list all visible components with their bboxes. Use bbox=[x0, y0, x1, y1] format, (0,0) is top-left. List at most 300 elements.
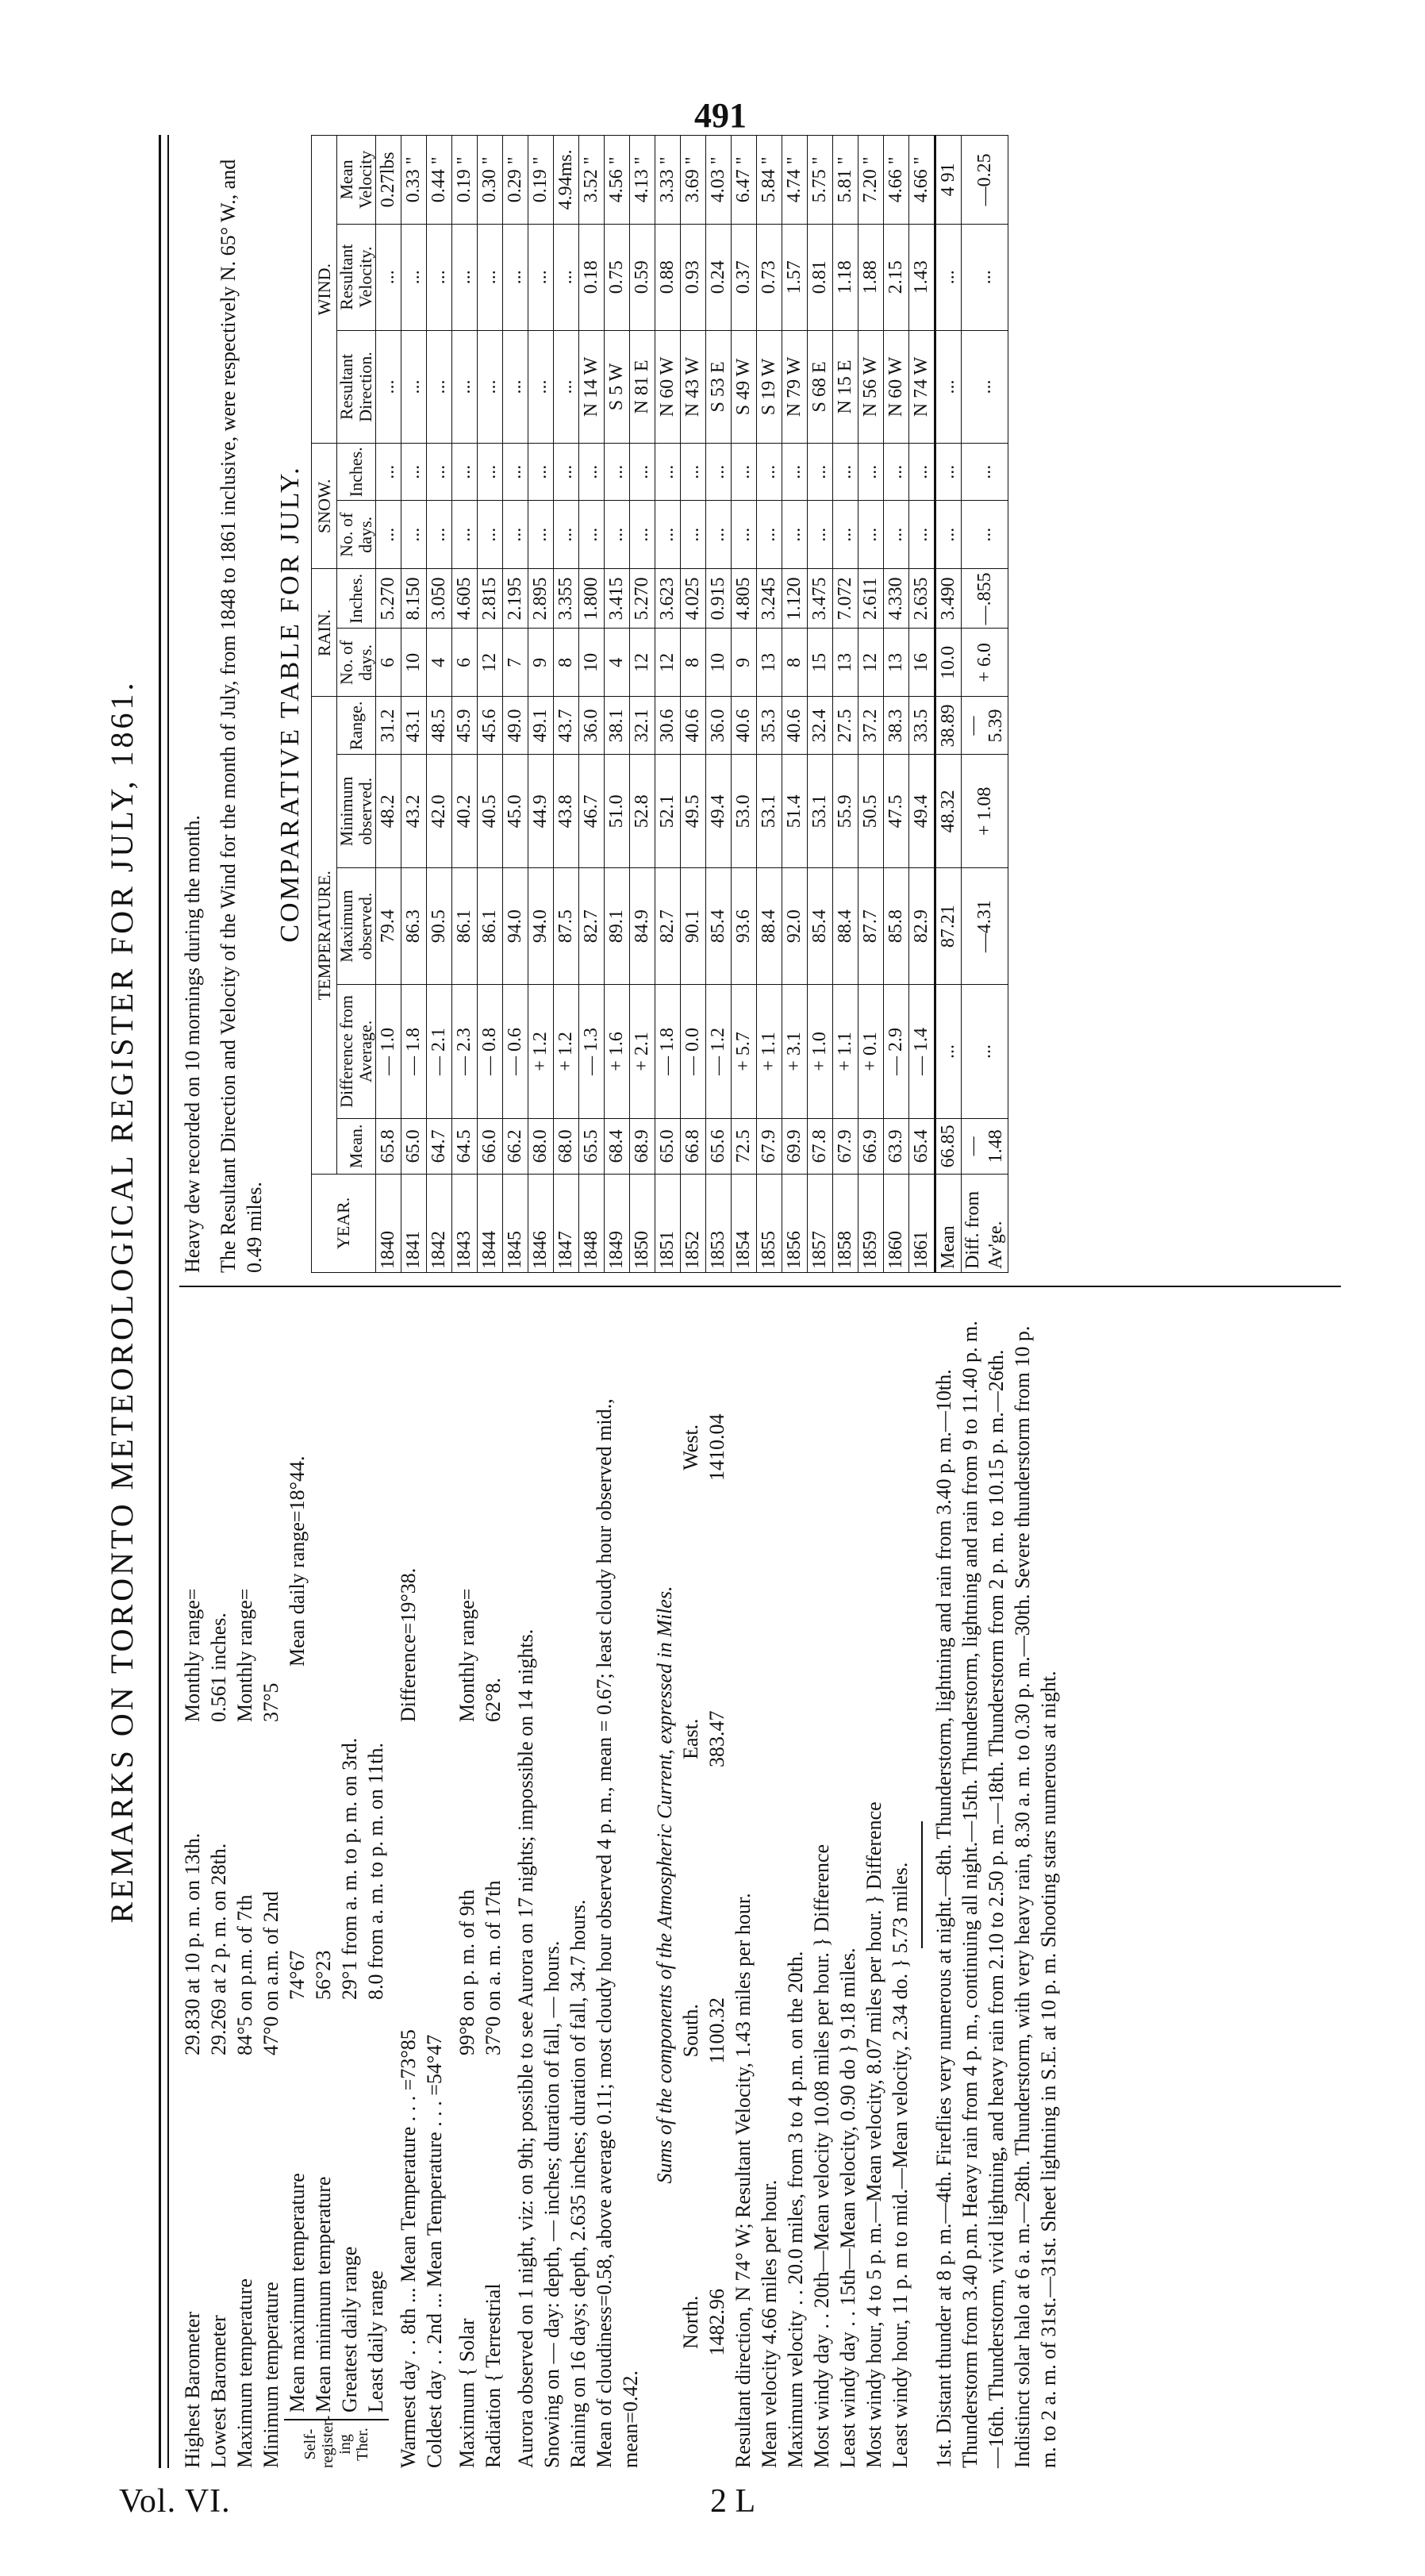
winds-value: 1100.32 bbox=[705, 1997, 728, 2064]
difference-cell: —1.48 bbox=[962, 1118, 1008, 1174]
mean-cell: 87.21 bbox=[935, 868, 962, 985]
table-cell: 2.195 bbox=[503, 569, 528, 629]
table-row bbox=[681, 136, 706, 1273]
table-cell: 66.0 bbox=[478, 1118, 503, 1174]
table-cell: 4.605 bbox=[452, 569, 478, 629]
group-rain: RAIN. bbox=[312, 569, 337, 697]
table-cell: 64.5 bbox=[452, 1118, 478, 1174]
warmest-day: Warmest day . . 8th ... Mean Temperature . . . =73°85 bbox=[397, 2029, 420, 2468]
difference-cell: —.855 bbox=[962, 569, 1008, 629]
wind-line: Most windy hour, 4 to 5 p. m.—Mean velocity, 8.07 miles per hour. } Difference bbox=[862, 1801, 885, 2468]
table-cell: N 60 W bbox=[655, 330, 681, 444]
table-cell: 55.9 bbox=[833, 755, 858, 868]
table-cell: 92.0 bbox=[782, 868, 808, 985]
table-cell: 67.9 bbox=[833, 1118, 858, 1174]
self-registering-label: Mean maximum temperature bbox=[286, 2173, 309, 2413]
table-cell: 5.270 bbox=[376, 569, 401, 629]
table-row bbox=[503, 136, 528, 1273]
table-cell: ... bbox=[528, 330, 554, 444]
table-cell: 40.6 bbox=[782, 697, 808, 755]
table-cell: ... bbox=[706, 501, 732, 569]
temperature-note: Monthly range= bbox=[233, 1588, 256, 1722]
table-cell: 66.8 bbox=[681, 1118, 706, 1174]
mean-cell: 3.490 bbox=[935, 569, 962, 629]
table-cell: ... bbox=[554, 501, 579, 569]
winds-label: North. bbox=[679, 2295, 702, 2349]
table-cell: 94.0 bbox=[503, 868, 528, 985]
rotated-page-content bbox=[103, 135, 1341, 2468]
table-cell: 43.8 bbox=[554, 755, 579, 868]
table-cell: — 2.3 bbox=[452, 984, 478, 1118]
table-cell: + 1.0 bbox=[808, 984, 833, 1118]
difference-cell: + 6.0 bbox=[962, 629, 1008, 697]
table-cell: 31.2 bbox=[376, 697, 401, 755]
table-cell: 82.9 bbox=[909, 868, 935, 985]
table-cell: 40.6 bbox=[681, 697, 706, 755]
table-cell: 0.93 bbox=[681, 224, 706, 330]
radiation-value: 37°0 on a. m. of 17th bbox=[482, 1880, 505, 2055]
table-cell: ... bbox=[884, 501, 909, 569]
table-cell: 0.75 bbox=[605, 224, 630, 330]
table-cell: 3.050 bbox=[427, 569, 452, 629]
table-cell: 1855 bbox=[757, 1174, 782, 1272]
table-cell: 38.1 bbox=[605, 697, 630, 755]
table-cell: ... bbox=[909, 444, 935, 501]
wind-lines bbox=[730, 1301, 913, 2468]
table-cell: — 0.8 bbox=[478, 984, 503, 1118]
table-cell: 1861 bbox=[909, 1174, 935, 1272]
table-cell: ... bbox=[605, 444, 630, 501]
table-cell: 4 bbox=[605, 629, 630, 697]
table-cell: ... bbox=[376, 330, 401, 444]
winds-label: South. bbox=[679, 2004, 702, 2058]
table-cell: ... bbox=[732, 444, 757, 501]
table-cell: 85.4 bbox=[706, 868, 732, 985]
mean-cell: Mean bbox=[935, 1174, 962, 1272]
table-cell: 4.56 " bbox=[605, 136, 630, 225]
difference-cell: —5.39 bbox=[962, 697, 1008, 755]
radiation-label: Maximum { Solar bbox=[455, 2318, 478, 2468]
table-cell: ... bbox=[833, 444, 858, 501]
table-cell: ... bbox=[655, 501, 681, 569]
table-cell: 40.5 bbox=[478, 755, 503, 868]
table-cell: 47.5 bbox=[884, 755, 909, 868]
table-cell: 68.4 bbox=[605, 1118, 630, 1174]
table-row bbox=[655, 136, 681, 1273]
weather-paragraph: Snowing on — day: depth, — inches; duration of fall, — hours. bbox=[540, 1940, 563, 2468]
table-cell: ... bbox=[528, 501, 554, 569]
table-cell: 86.3 bbox=[401, 868, 427, 985]
table-cell: 36.0 bbox=[579, 697, 605, 755]
temperature-row bbox=[232, 1301, 258, 2468]
table-cell: + 3.1 bbox=[782, 984, 808, 1118]
table-cell: 53.0 bbox=[732, 755, 757, 868]
table-cell: ... bbox=[579, 501, 605, 569]
table-cell: 15 bbox=[808, 629, 833, 697]
mean-cell: 48.32 bbox=[935, 755, 962, 868]
winds-value: 1410.04 bbox=[705, 1413, 728, 1481]
self-registering-row bbox=[363, 1301, 389, 2413]
table-cell: 90.5 bbox=[427, 868, 452, 985]
table-cell: 0.33 " bbox=[401, 136, 427, 225]
difference-cell: ... bbox=[962, 501, 1008, 569]
table-cell: 30.6 bbox=[655, 697, 681, 755]
table-cell: ... bbox=[858, 501, 884, 569]
self-registering-value: 8.0 from a. m. to p. m. on 11th. bbox=[364, 1742, 387, 2000]
column-header: Resultant Velocity. bbox=[337, 224, 376, 330]
group-temperature: TEMPERATURE. bbox=[312, 697, 337, 1174]
table-cell: ... bbox=[630, 444, 655, 501]
table-cell: 1.43 bbox=[909, 224, 935, 330]
column-header: Resultant Direction. bbox=[337, 330, 376, 444]
barometer-value: 29.830 at 10 p. m. on 13th. bbox=[181, 1832, 204, 2055]
table-row bbox=[884, 136, 909, 1273]
column-header: Mean Velocity bbox=[337, 136, 376, 225]
table-cell: 51.0 bbox=[605, 755, 630, 868]
temperature-value: 84°5 on p.m. of 7th bbox=[233, 1894, 256, 2055]
table-cell: 4.13 " bbox=[630, 136, 655, 225]
table-cell: 49.4 bbox=[706, 755, 732, 868]
self-registering-note bbox=[310, 1301, 336, 1667]
table-cell: 64.7 bbox=[427, 1118, 452, 1174]
self-registering-value: 74°67 bbox=[286, 1950, 309, 2000]
column-header: No. of days. bbox=[337, 629, 376, 697]
self-registering-note bbox=[336, 1301, 363, 1667]
mean-cell: ... bbox=[935, 984, 962, 1118]
table-cell: N 56 W bbox=[858, 330, 884, 444]
table-cell: 10 bbox=[706, 629, 732, 697]
table-cell: ... bbox=[528, 444, 554, 501]
table-cell: ... bbox=[401, 501, 427, 569]
table-cell: 53.1 bbox=[757, 755, 782, 868]
table-cell: 65.4 bbox=[909, 1118, 935, 1174]
table-cell: 33.5 bbox=[909, 697, 935, 755]
difference-row bbox=[962, 136, 1008, 1273]
mean-cell: 10.0 bbox=[935, 629, 962, 697]
weather-paragraph: Aurora observed on 1 night, viz: on 9th; possible to see Aurora on 17 nights; impossible on 14 nights. bbox=[514, 1628, 537, 2468]
table-cell: 84.9 bbox=[630, 868, 655, 985]
table-cell: 49.0 bbox=[503, 697, 528, 755]
table-cell: 89.1 bbox=[605, 868, 630, 985]
table-cell: + 5.7 bbox=[732, 984, 757, 1118]
table-cell: 32.1 bbox=[630, 697, 655, 755]
table-cell: 13 bbox=[833, 629, 858, 697]
table-cell: — 1.2 bbox=[706, 984, 732, 1118]
table-cell: ... bbox=[884, 444, 909, 501]
wind-line: Maximum velocity . . 20.0 miles, from 3 to 4 p.m. on the 20th. bbox=[784, 1951, 807, 2468]
comparative-column bbox=[179, 135, 1341, 1273]
winds-value: 383.47 bbox=[705, 1710, 728, 1767]
table-cell: + 0.1 bbox=[858, 984, 884, 1118]
table-cell: — 1.0 bbox=[376, 984, 401, 1118]
table-cell: 1.800 bbox=[579, 569, 605, 629]
table-cell: 1854 bbox=[732, 1174, 757, 1272]
self-registering-value: 29°1 from a. m. to p. m. on 3rd. bbox=[338, 1737, 361, 2000]
table-cell: ... bbox=[452, 444, 478, 501]
table-cell: ... bbox=[706, 444, 732, 501]
table-cell: 50.5 bbox=[858, 755, 884, 868]
self-registering-row bbox=[310, 1301, 336, 2413]
temperature-row bbox=[258, 1301, 284, 2468]
table-cell: ... bbox=[681, 444, 706, 501]
weather-paragraph: Raining on 16 days; depth, 2.635 inches; duration of fall, 34.7 hours. bbox=[567, 1899, 590, 2468]
self-registering-value: 56°23 bbox=[312, 1950, 335, 2000]
page-title: REMARKS ON TORONTO METEOROLOGICAL REGISTER FOR JULY, 1861. bbox=[104, 679, 140, 1924]
table-cell: 1850 bbox=[630, 1174, 655, 1272]
table-cell: + 1.2 bbox=[554, 984, 579, 1118]
mean-cell: ... bbox=[935, 224, 962, 330]
table-cell: 3.245 bbox=[757, 569, 782, 629]
page-number: 491 bbox=[694, 96, 747, 135]
self-registering-row bbox=[336, 1301, 363, 2413]
table-cell: 69.9 bbox=[782, 1118, 808, 1174]
table-cell: 65.8 bbox=[376, 1118, 401, 1174]
table-cell: 0.88 bbox=[655, 224, 681, 330]
weather-paragraphs bbox=[513, 1301, 643, 2468]
table-row bbox=[528, 136, 554, 1273]
table-cell: ... bbox=[605, 501, 630, 569]
table-cell: 79.4 bbox=[376, 868, 401, 985]
table-cell: ... bbox=[681, 501, 706, 569]
difference-cell: —0.25 bbox=[962, 136, 1008, 225]
table-cell: 12 bbox=[630, 629, 655, 697]
barometer-note: Monthly range= bbox=[181, 1588, 204, 1722]
barometer-label: Highest Barometer bbox=[181, 2311, 204, 2468]
table-cell: 88.4 bbox=[757, 868, 782, 985]
table-cell: 1843 bbox=[452, 1174, 478, 1272]
barometer-section bbox=[179, 1301, 232, 2468]
table-cell: 2.611 bbox=[858, 569, 884, 629]
table-cell: 65.5 bbox=[579, 1118, 605, 1174]
table-cell: 49.4 bbox=[909, 755, 935, 868]
table-cell: 53.1 bbox=[808, 755, 833, 868]
heavy-dew-note: Heavy dew recorded on 10 mornings during the month. bbox=[181, 815, 204, 1273]
radiation-note: Monthly range= bbox=[455, 1588, 478, 1722]
table-cell: 6 bbox=[376, 629, 401, 697]
barometer-note: 0.561 inches. bbox=[207, 1613, 230, 1722]
table-row bbox=[376, 136, 401, 1273]
table-cell: 3.475 bbox=[808, 569, 833, 629]
table-cell: 1859 bbox=[858, 1174, 884, 1272]
table-cell: 7.20 " bbox=[858, 136, 884, 225]
self-registering-section bbox=[284, 1301, 389, 2468]
table-row bbox=[401, 136, 427, 1273]
table-cell: ... bbox=[808, 501, 833, 569]
table-cell: 48.2 bbox=[376, 755, 401, 868]
table-cell: 0.73 bbox=[757, 224, 782, 330]
table-cell: ... bbox=[503, 224, 528, 330]
table-cell: 27.5 bbox=[833, 697, 858, 755]
table-cell: 68.0 bbox=[528, 1118, 554, 1174]
table-cell: ... bbox=[376, 501, 401, 569]
table-cell: 66.9 bbox=[858, 1118, 884, 1174]
warm-cold-difference: Difference=19°38. bbox=[397, 1567, 420, 1722]
table-cell: 0.30 " bbox=[478, 136, 503, 225]
table-cell: N 60 W bbox=[884, 330, 909, 444]
table-row bbox=[478, 136, 503, 1273]
table-cell: 87.7 bbox=[858, 868, 884, 985]
table-cell: 2.15 bbox=[884, 224, 909, 330]
table-cell: 67.8 bbox=[808, 1118, 833, 1174]
table-cell: 67.9 bbox=[757, 1118, 782, 1174]
table-cell: ... bbox=[452, 501, 478, 569]
table-cell: 90.1 bbox=[681, 868, 706, 985]
table-cell: 1844 bbox=[478, 1174, 503, 1272]
table-cell: 1.57 bbox=[782, 224, 808, 330]
table-row bbox=[605, 136, 630, 1273]
difference-cell: ... bbox=[962, 444, 1008, 501]
table-cell: N 15 E bbox=[833, 330, 858, 444]
radiation-row bbox=[454, 1301, 480, 2468]
self-registering-side-label: Self-register-ing Ther. bbox=[302, 2415, 371, 2468]
table-cell: 9 bbox=[732, 629, 757, 697]
table-cell: ... bbox=[427, 501, 452, 569]
table-cell: ... bbox=[732, 501, 757, 569]
group-wind: WIND. bbox=[312, 136, 337, 444]
table-cell: 0.18 bbox=[579, 224, 605, 330]
column-header: Inches. bbox=[337, 444, 376, 501]
table-cell: + 2.1 bbox=[630, 984, 655, 1118]
table-cell: 44.9 bbox=[528, 755, 554, 868]
wind-line: Resultant direction, N 74° W; Resultant Velocity, 1.43 miles per hour. bbox=[732, 1893, 755, 2468]
temperature-section bbox=[232, 1301, 284, 2468]
comparative-table bbox=[311, 135, 1008, 1273]
table-cell: — 1.4 bbox=[909, 984, 935, 1118]
table-row bbox=[909, 136, 935, 1273]
table-cell: 5.81 " bbox=[833, 136, 858, 225]
table-cell: 36.0 bbox=[706, 697, 732, 755]
table-row bbox=[452, 136, 478, 1273]
table-cell: 87.5 bbox=[554, 868, 579, 985]
table-cell: 4.94ms. bbox=[554, 136, 579, 225]
table-cell: 1856 bbox=[782, 1174, 808, 1272]
table-cell: 0.81 bbox=[808, 224, 833, 330]
mean-cell: ... bbox=[935, 330, 962, 444]
table-cell: 68.0 bbox=[554, 1118, 579, 1174]
table-cell: 4.03 " bbox=[706, 136, 732, 225]
table-cell: 40.6 bbox=[732, 697, 757, 755]
barometer-label: Lowest Barometer bbox=[207, 2315, 230, 2468]
table-cell: 52.1 bbox=[655, 755, 681, 868]
table-cell: 45.9 bbox=[452, 697, 478, 755]
table-cell: ... bbox=[858, 444, 884, 501]
table-cell: 52.8 bbox=[630, 755, 655, 868]
table-cell: — 0.6 bbox=[503, 984, 528, 1118]
table-cell: 2.635 bbox=[909, 569, 935, 629]
temperature-value: 47°0 on a.m. of 2nd bbox=[259, 1891, 282, 2055]
self-registering-label: Mean minimum temperature bbox=[312, 2176, 335, 2413]
temperature-label: Maximum temperature bbox=[233, 2278, 256, 2468]
radiation-row bbox=[480, 1301, 506, 2468]
table-cell: 49.1 bbox=[528, 697, 554, 755]
winds-heading: Sums of the components of the Atmospheric Current, expressed in Miles. bbox=[653, 1586, 676, 2184]
table-cell: — 1.3 bbox=[579, 984, 605, 1118]
winds-label: East. bbox=[679, 1718, 702, 1759]
barometer-row bbox=[205, 1301, 232, 2468]
table-cell: 10 bbox=[401, 629, 427, 697]
table-cell: 1.18 bbox=[833, 224, 858, 330]
table-cell: 86.1 bbox=[478, 868, 503, 985]
temperature-note: 37°5 bbox=[259, 1682, 282, 1722]
header-year: YEAR. bbox=[312, 1174, 376, 1272]
table-cell: 0.24 bbox=[706, 224, 732, 330]
wind-line: Least windy hour, 11 p. m to mid.—Mean velocity, 2.34 do. } 5.73 miles. bbox=[889, 1862, 912, 2468]
table-cell: 32.4 bbox=[808, 697, 833, 755]
self-registering-label: Greatest daily range bbox=[338, 2246, 361, 2413]
signature-mark: 2 L bbox=[710, 2483, 756, 2520]
mean-cell: ... bbox=[935, 444, 962, 501]
table-row bbox=[757, 136, 782, 1273]
table-cell: ... bbox=[376, 444, 401, 501]
table-cell: 0.44 " bbox=[427, 136, 452, 225]
table-cell: ... bbox=[401, 330, 427, 444]
table-cell: ... bbox=[833, 501, 858, 569]
self-registering-row bbox=[284, 1301, 310, 2413]
difference-cell: Diff. from Av'ge. bbox=[962, 1174, 1008, 1272]
notes-rule bbox=[921, 1821, 923, 1948]
table-cell: 86.1 bbox=[452, 868, 478, 985]
table-cell: 93.6 bbox=[732, 868, 757, 985]
table-cell: 0.29 " bbox=[503, 136, 528, 225]
column-header: Range. bbox=[337, 697, 376, 755]
table-cell: — 0.0 bbox=[681, 984, 706, 1118]
weather-paragraph: Mean of cloudiness=0.58, above average 0.11; most cloudy hour observed 4 p. m., mean = 0.67; least cloudy hour observed mid., mean=0.42. bbox=[593, 1398, 642, 2468]
table-cell: ... bbox=[503, 444, 528, 501]
table-row bbox=[630, 136, 655, 1273]
table-row bbox=[427, 136, 452, 1273]
self-registering-note bbox=[363, 1301, 389, 1667]
table-cell: 0.915 bbox=[706, 569, 732, 629]
remarks-column bbox=[179, 1301, 1341, 2468]
table-cell: S 49 W bbox=[732, 330, 757, 444]
winds-labels bbox=[678, 1301, 704, 2468]
column-header: Minimum observed. bbox=[337, 755, 376, 868]
table-cell: 49.5 bbox=[681, 755, 706, 868]
table-cell: N 81 E bbox=[630, 330, 655, 444]
difference-cell: —4.31 bbox=[962, 868, 1008, 985]
table-cell: 85.8 bbox=[884, 868, 909, 985]
table-cell: 12 bbox=[655, 629, 681, 697]
table-cell: ... bbox=[376, 224, 401, 330]
table-cell: 5.270 bbox=[630, 569, 655, 629]
table-row bbox=[579, 136, 605, 1273]
coldest-day: Coldest day . . 2nd ... Mean Temperature . . . =54°47 bbox=[423, 2034, 446, 2468]
table-cell: ... bbox=[503, 330, 528, 444]
table-cell: 1857 bbox=[808, 1174, 833, 1272]
table-cell: ... bbox=[452, 224, 478, 330]
table-cell: + 1.1 bbox=[757, 984, 782, 1118]
winds-value: 1482.96 bbox=[705, 2289, 728, 2356]
volume-label: Vol. VI. bbox=[119, 2483, 231, 2520]
table-cell: 45.6 bbox=[478, 697, 503, 755]
table-cell: ... bbox=[427, 224, 452, 330]
table-cell: 1841 bbox=[401, 1174, 427, 1272]
mean-row bbox=[935, 136, 962, 1273]
warm-cold-section bbox=[395, 1301, 447, 2468]
winds-values bbox=[704, 1301, 730, 2468]
table-cell: 1853 bbox=[706, 1174, 732, 1272]
self-registering-label: Least daily range bbox=[364, 2270, 387, 2413]
table-cell: — 2.1 bbox=[427, 984, 452, 1118]
table-cell: 3.623 bbox=[655, 569, 681, 629]
barometer-row bbox=[179, 1301, 205, 2468]
daily-notes: 1st. Distant thunder at 8 p. m.—4th. Fireflies very numerous at night.—8th. Thunderstorm, lightning and rain from 3.40 p. m.—10th. Thunderstorm from 3.40 p.m. Heavy rain from 4 p. m., continuing all night.—15th. Thunderstorm, lightning and rain from 9 to 11.40 p. m.—16th. Thunderstorm, vivid lightning, and heavy rain from 2.10 to 2.50 p. m.—18th. Thunderstorm from 2 p. m. to 10.15 p. m.—26th. Indistinct solar halo at 6 a. m.—28th. Thunderstorm, with very heavy rain, 8.30 a. m. to 0.30 p. m.—30th. Severe thunderstorm from 10 p. m. to 2 a. m. of 31st.—31st. Sheet lightning in S.E. at 10 p. m. Shooting stars numerous at night. bbox=[932, 1321, 1060, 2468]
table-row bbox=[858, 136, 884, 1273]
table-cell: 65.6 bbox=[706, 1118, 732, 1174]
table-cell: 65.0 bbox=[401, 1118, 427, 1174]
table-cell: 82.7 bbox=[579, 868, 605, 985]
table-cell: — 1.8 bbox=[655, 984, 681, 1118]
